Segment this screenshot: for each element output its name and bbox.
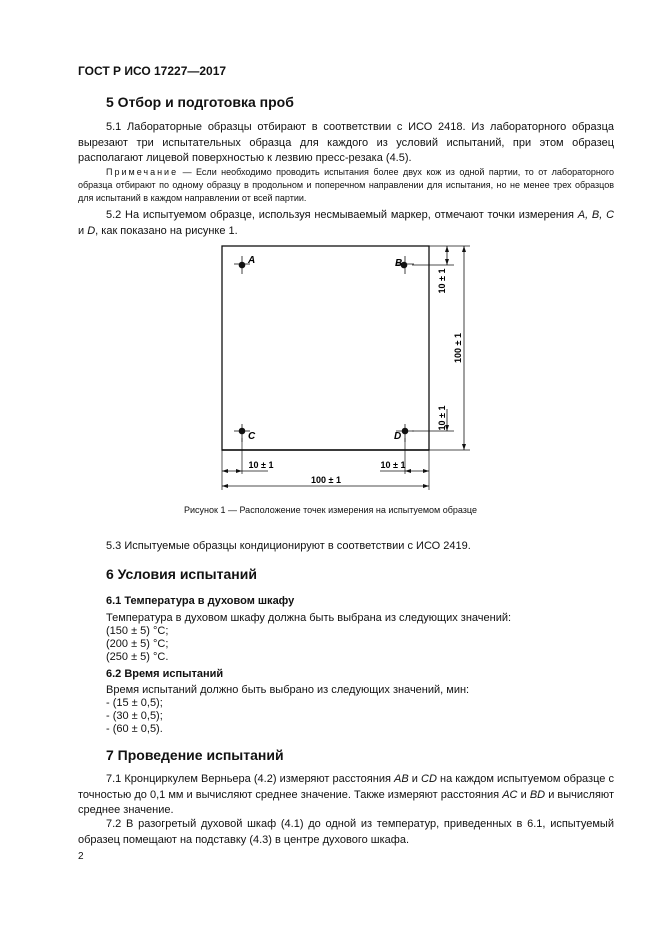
standard-header: ГОСТ Р ИСО 17227—2017 xyxy=(78,64,227,78)
section-6-1-intro: Температура в духовом шкафу должна быть выбрана из следующих значений: xyxy=(106,612,512,624)
figure-1-diagram xyxy=(200,238,490,498)
temp-item-3: (250 ± 5) °C. xyxy=(106,651,169,663)
p7-1-bd: BD xyxy=(529,788,546,801)
p5-2-and: и xyxy=(78,224,88,237)
section-6-2-intro: Время испытаний должно быть выбрано из следующих значений, мин: xyxy=(106,684,470,696)
p7-1-cd: CD xyxy=(421,773,437,785)
p7-1-text-e: и вычисляют среднее значение. xyxy=(78,788,614,816)
paragraph-7-2: 7.2 В разогретый духовой шкаф (4.1) до одной из температур, приведенных в 6.1, испытуемый образец помещают на подставку (4.3) в центре духового шкафа. xyxy=(78,818,614,846)
note-text: — Если необходимо проводить испытания более двух кож из одной партии, то от лабораторного образца отбирают по одному образцу в продольном и поперечном направлении для испытания, но не менее трех образцов для испытаний в каждом направлении от всей партии. xyxy=(78,167,614,203)
dim-right-total-label: 100 ± 1 xyxy=(453,333,463,363)
dim-right-bottom-label: 10 ± 1 xyxy=(437,405,447,431)
note-label: Примечание xyxy=(106,167,179,177)
time-item-3: - (60 ± 0,5). xyxy=(106,723,163,735)
section-6-title: 6 Условия испытаний xyxy=(106,566,257,582)
p5-2-points: A, B, C xyxy=(577,209,615,221)
p5-2-text: 5.2 На испытуемом образце, используя несмываемый маркер, отмечают точки измерения xyxy=(106,209,578,221)
point-a-label: A xyxy=(248,255,256,266)
p7-1-ab: AB xyxy=(394,773,409,785)
p7-1-ac: AC xyxy=(502,788,518,801)
p5-2-point-d: D xyxy=(87,224,96,237)
p5-2-end: , как показано на рисунке 1. xyxy=(95,224,238,237)
p7-1-and-1: и xyxy=(408,773,422,785)
dim-bottom-right-label: 10 ± 1 xyxy=(380,460,406,470)
point-c-label: C xyxy=(248,431,256,442)
section-7-title: 7 Проведение испытаний xyxy=(106,747,284,763)
point-b-label: B xyxy=(395,258,403,269)
section-6-2-title: 6.2 Время испытаний xyxy=(106,668,224,680)
dim-bottom-total-label: 100 ± 1 xyxy=(311,475,341,485)
paragraph-5-2 xyxy=(78,208,614,239)
paragraph-5-1: 5.1 Лабораторные образцы отбирают в соответствии с ИСО 2418. Из лабораторного образца вырезают три испытательных образца для каждого из условий испытаний, при этом образец располагают лицевой поверхностью к лезвию пресс-резака (4.5). xyxy=(78,121,614,164)
temp-item-2: (200 ± 5) °C; xyxy=(106,638,169,650)
figure-1-caption: Рисунок 1 — Расположение точек измерения на испытуемом образце xyxy=(184,505,477,515)
section-5-title: 5 Отбор и подготовка проб xyxy=(106,94,294,110)
temp-item-1: (150 ± 5) °C; xyxy=(106,625,169,637)
paragraph-7-1 xyxy=(78,772,614,819)
page-number: 2 xyxy=(78,851,84,862)
sample-outline xyxy=(222,246,429,450)
note-paragraph xyxy=(78,166,614,205)
dim-bottom-left-label: 10 ± 1 xyxy=(248,460,274,470)
point-d-label: D xyxy=(394,431,402,442)
dim-right-top-label: 10 ± 1 xyxy=(437,268,447,294)
time-item-1: - (15 ± 0,5); xyxy=(106,697,163,709)
p7-1-and-2: и xyxy=(517,788,530,801)
paragraph-5-3: 5.3 Испытуемые образцы кондиционируют в соответствии с ИСО 2419. xyxy=(106,540,471,552)
p7-1-text-c: на каждом испытуемом образце с точностью до 0,1 мм и вычисляют среднее значение. Также измеряют расстояния xyxy=(78,773,614,801)
time-item-2: - (30 ± 0,5); xyxy=(106,710,163,722)
p7-1-text-a: 7.1 Кронциркулем Верньера (4.2) измеряют расстояния xyxy=(106,773,395,785)
section-6-1-title: 6.1 Температура в духовом шкафу xyxy=(106,595,295,607)
